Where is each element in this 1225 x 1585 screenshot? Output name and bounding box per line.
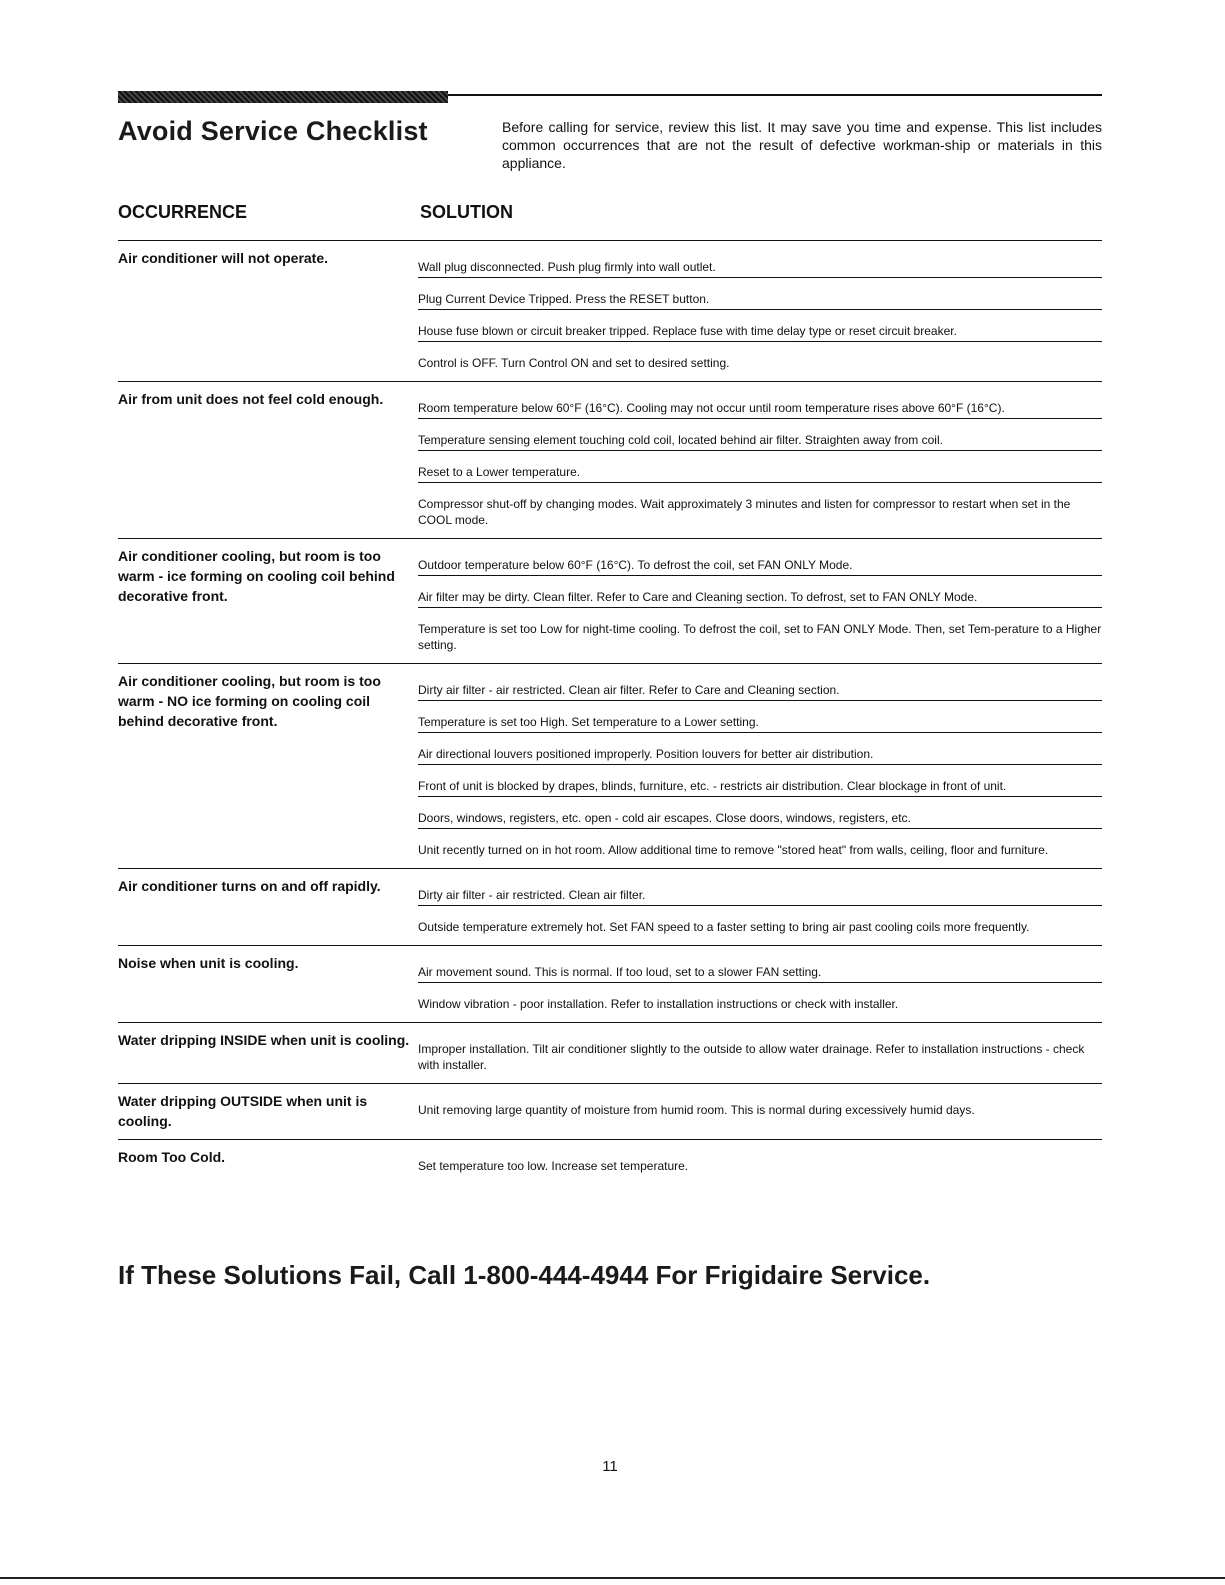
solution-item: Dirty air filter - air restricted. Clean air filter. Refer to Care and Cleaning section. <box>418 669 1102 701</box>
solution-item: Set temperature too low. Increase set temperature. <box>418 1159 689 1173</box>
solution-item: Control is OFF. Turn Control ON and set to desired setting. <box>418 356 730 370</box>
table-row <box>118 381 1102 538</box>
occurrence-text: Air from unit does not feel cold enough. <box>118 391 384 407</box>
service-call-banner: If These Solutions Fail, Call 1-800-444-4944 For Frigidaire Service. <box>118 1260 931 1290</box>
solution-item: Wall plug disconnected. Push plug firmly into wall outlet. <box>418 246 1102 278</box>
solution-item: Temperature sensing element touching cold coil, located behind air filter. Straighten away from coil. <box>418 419 1102 451</box>
table-row <box>118 945 1102 1022</box>
intro-text: Before calling for service, review this list. It may save you time and expense. This list includes common occurrences that are not the result of defective workman-ship or materials in this appliance. <box>502 119 1102 171</box>
solution-item: House fuse blown or circuit breaker tripped. Replace fuse with time delay type or reset circuit breaker. <box>418 310 1102 342</box>
page-bottom-rule <box>0 1577 1225 1579</box>
occurrence-text: Air conditioner turns on and off rapidly. <box>118 878 381 894</box>
solution-list <box>418 874 1102 937</box>
solution-item: Window vibration - poor installation. Refer to installation instructions or check with installer. <box>418 997 899 1011</box>
solution-list <box>418 246 1102 373</box>
solution-item: Doors, windows, registers, etc. open - cold air escapes. Close doors, windows, registers, etc. <box>418 797 1102 829</box>
solution-item: Dirty air filter - air restricted. Clean air filter. <box>418 874 1102 906</box>
occurrence-column-header: OCCURRENCE <box>118 202 248 222</box>
occurrence-text: Air conditioner will not operate. <box>118 250 329 266</box>
table-row <box>118 1139 1102 1184</box>
table-row <box>118 1022 1102 1083</box>
solution-item: Unit recently turned on in hot room. Allow additional time to remove "stored heat" from walls, ceiling, floor and furniture. <box>418 843 1049 857</box>
solution-list <box>418 1145 1102 1176</box>
table-row <box>118 868 1102 945</box>
solution-item: Air directional louvers positioned improperly. Position louvers for better air distribution. <box>418 733 1102 765</box>
solution-item: Air movement sound. This is normal. If too loud, set to a slower FAN setting. <box>418 951 1102 983</box>
table-row <box>118 240 1102 381</box>
solution-list <box>418 1028 1102 1075</box>
occurrence-text: Room Too Cold. <box>118 1149 226 1165</box>
solution-list <box>418 951 1102 1014</box>
checklist-table <box>118 240 1102 1184</box>
occurrence-text: Water dripping OUTSIDE when unit is cooling. <box>118 1093 368 1129</box>
solution-item: Temperature is set too High. Set temperature to a Lower setting. <box>418 701 1102 733</box>
solution-item: Front of unit is blocked by drapes, blinds, furniture, etc. - restricts air distribution. Clear blockage in front of unit. <box>418 765 1102 797</box>
solution-list <box>418 1089 1102 1131</box>
table-row <box>118 663 1102 868</box>
occurrence-text: Air conditioner cooling, but room is too warm - ice forming on cooling coil behind decorative front. <box>118 548 395 604</box>
solution-list <box>418 544 1102 655</box>
solution-item: Room temperature below 60°F (16°C). Cooling may not occur until room temperature rises above 60°F (16°C). <box>418 387 1102 419</box>
solution-item: Improper installation. Tilt air conditioner slightly to the outside to allow water drainage. Refer to installation instructions - check with installer. <box>418 1042 1085 1072</box>
occurrence-text: Noise when unit is cooling. <box>118 955 299 971</box>
header-rule <box>448 94 1102 96</box>
solution-list <box>418 669 1102 860</box>
page-title: Avoid Service Checklist <box>118 116 428 146</box>
solution-item: Unit removing large quantity of moisture from humid room. This is normal during excessively humid days. <box>418 1103 975 1117</box>
solution-item: Outside temperature extremely hot. Set FAN speed to a faster setting to bring air past cooling coils more frequently. <box>418 920 1030 934</box>
solution-item: Outdoor temperature below 60°F (16°C). To defrost the coil, set FAN ONLY Mode. <box>418 544 1102 576</box>
solution-item: Plug Current Device Tripped. Press the RESET button. <box>418 278 1102 310</box>
solution-item: Temperature is set too Low for night-time cooling. To defrost the coil, set to FAN ONLY Mode. Then, set Tem-perature to a Higher setting. <box>418 622 1102 652</box>
occurrence-text: Air conditioner cooling, but room is too warm - NO ice forming on cooling coil behind decorative front. <box>118 673 381 729</box>
occurrence-text: Water dripping INSIDE when unit is cooling. <box>118 1032 410 1048</box>
solution-column-header: SOLUTION <box>420 202 513 222</box>
solution-item: Air filter may be dirty. Clean filter. Refer to Care and Cleaning section. To defrost, set to FAN ONLY Mode. <box>418 576 1102 608</box>
solution-item: Reset to a Lower temperature. <box>418 451 1102 483</box>
table-row <box>118 538 1102 663</box>
table-row <box>118 1083 1102 1139</box>
solution-item: Compressor shut-off by changing modes. Wait approximately 3 minutes and listen for compressor to restart when set in the COOL mode. <box>418 497 1071 527</box>
header-shaded-bar <box>118 91 448 103</box>
solution-list <box>418 387 1102 530</box>
page-number: 11 <box>602 1458 618 1475</box>
